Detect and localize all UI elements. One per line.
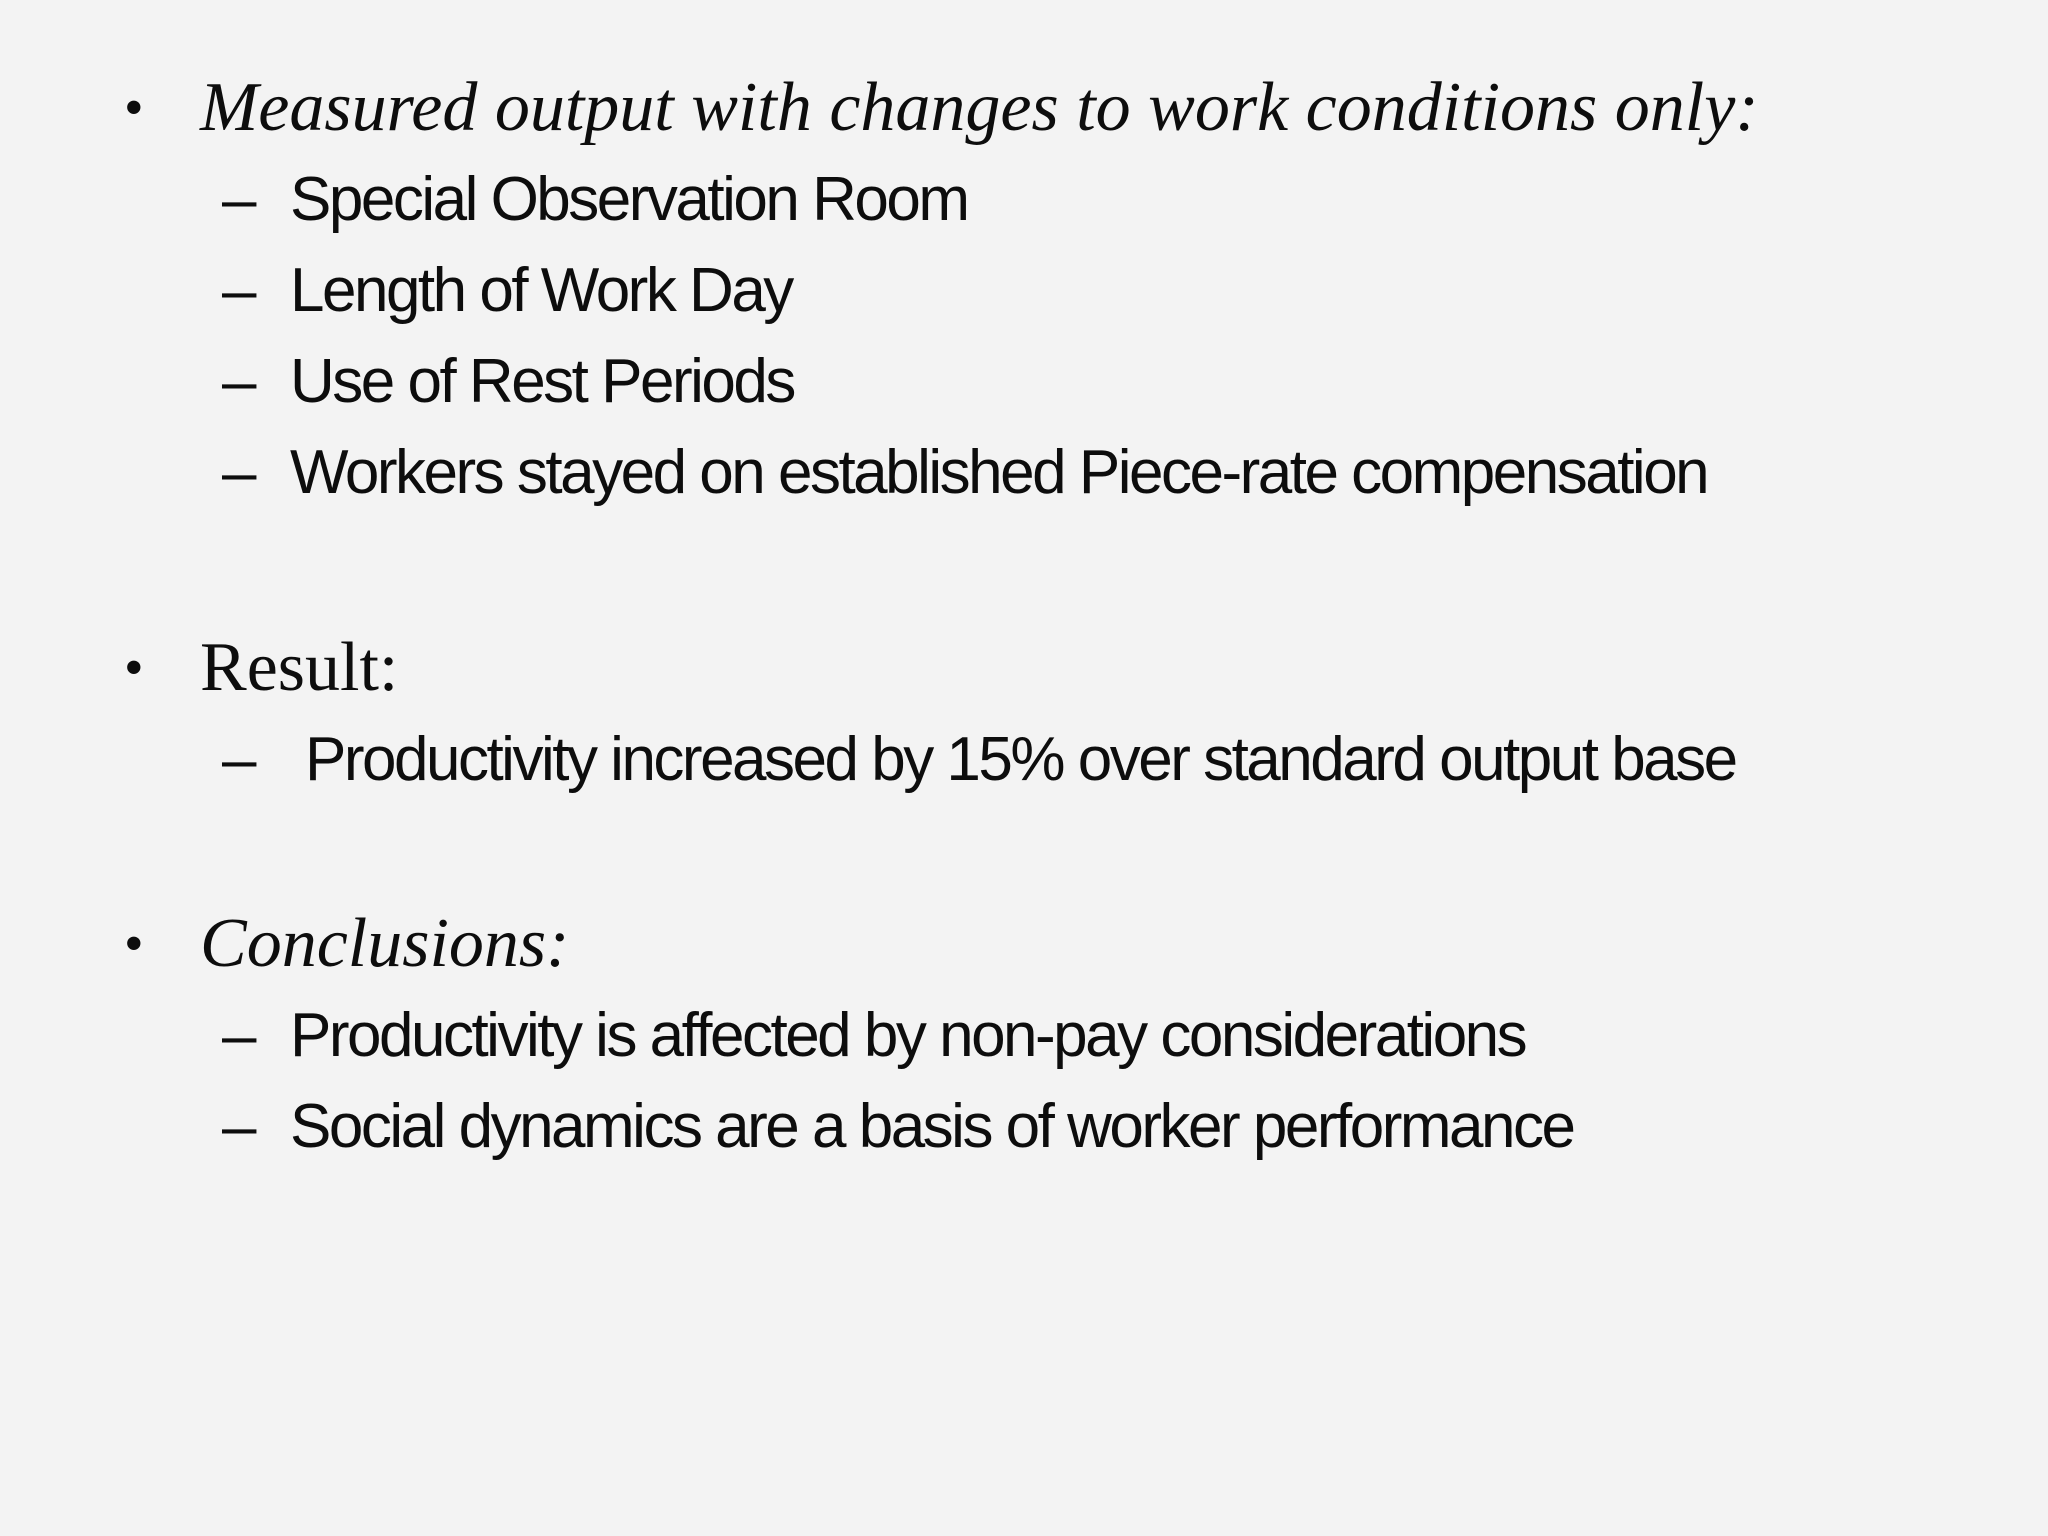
- list-item-text: Use of Rest Periods: [290, 347, 794, 416]
- bullet-heading-row: [0, 622, 2048, 714]
- list-item: [0, 154, 2048, 245]
- list-item: [0, 245, 2048, 336]
- dash-icon: –: [222, 1092, 257, 1161]
- list-item-text: Length of Work Day: [290, 256, 792, 325]
- list-item-text: Special Observation Room: [290, 165, 968, 234]
- list-item: [0, 427, 2048, 518]
- bullet-heading-row: [0, 62, 2048, 154]
- list-item-text: Productivity is affected by non-pay considerations: [290, 1001, 1526, 1070]
- bullet-icon: •: [124, 77, 144, 139]
- dash-icon: –: [222, 347, 257, 416]
- list-item-text: Social dynamics are a basis of worker performance: [290, 1092, 1574, 1161]
- list-item: [0, 1081, 2048, 1172]
- dash-icon: –: [222, 1001, 257, 1070]
- bullet-heading-row: [0, 898, 2048, 990]
- dash-icon: –: [222, 725, 257, 794]
- heading-conclusions: Conclusions:: [200, 905, 570, 982]
- list-item: [0, 990, 2048, 1081]
- dash-icon: –: [222, 165, 257, 234]
- section-work-conditions: [0, 62, 2048, 518]
- bullet-icon: •: [124, 913, 144, 975]
- heading-result: Result:: [200, 629, 399, 706]
- bullet-icon: •: [124, 637, 144, 699]
- list-item-text: Workers stayed on established Piece-rate compensation: [290, 438, 1708, 507]
- list-item: [0, 336, 2048, 427]
- list-item-text: Productivity increased by 15% over standard output base: [305, 725, 1736, 794]
- section-result: [0, 622, 2048, 805]
- list-item: [0, 714, 2048, 805]
- section-conclusions: [0, 898, 2048, 1172]
- dash-icon: –: [222, 438, 257, 507]
- dash-icon: –: [222, 256, 257, 325]
- heading-measured-output: Measured output with changes to work conditions only:: [200, 69, 1759, 146]
